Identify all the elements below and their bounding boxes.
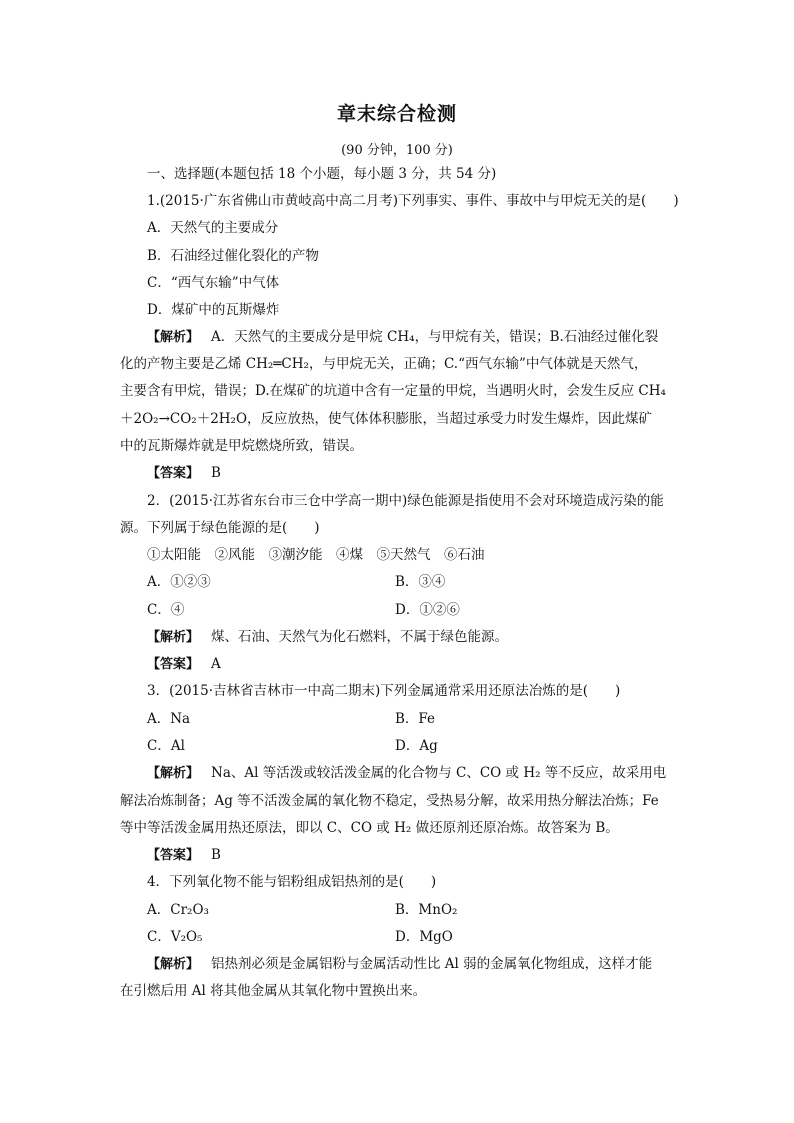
- q2-choices: ①太阳能 ②风能 ③潮汐能 ④煤 ⑤天然气 ⑥石油: [147, 547, 485, 563]
- q2-answer: [147, 654, 221, 675]
- q3-stem: 3．(2015·吉林省吉林市一中高二期末)下列金属通常采用还原法冶炼的是( ): [147, 683, 621, 699]
- q1-option-b: B．石油经过催化裂化的产物: [147, 248, 319, 264]
- q4-option-c: C．V₂O₅: [147, 929, 203, 945]
- q3-option-b: B．Fe: [395, 711, 436, 727]
- q2-stem-line2: 源。下列属于绿色能源的是( ): [120, 520, 320, 536]
- q3-option-c: C．Al: [147, 738, 185, 754]
- q3-option-a: A．Na: [147, 711, 191, 727]
- q3-answer: [147, 845, 221, 866]
- q4-option-b: B．MnO₂: [395, 902, 458, 918]
- q3-option-d: D．Ag: [395, 738, 438, 754]
- q2-analysis: [147, 627, 508, 648]
- q4-stem: 4．下列氧化物不能与铝粉组成铝热剂的是( ): [147, 874, 437, 890]
- q3-analysis-line1: [147, 763, 666, 784]
- q1-analysis-line1: [147, 327, 658, 348]
- q2-option-b: B．③④: [395, 574, 446, 590]
- q1-answer-tag: 【答案】: [147, 466, 200, 481]
- q1-answer-value: B: [211, 465, 221, 481]
- q2-answer-tag: 【答案】: [147, 657, 200, 672]
- q1-option-c: C．“西气东输”中气体: [147, 275, 280, 291]
- q1-analysis-line2: 化的产物主要是乙烯 CH₂═CH₂，与甲烷无关，正确；C.“西气东输”中气体就是天然气，: [120, 356, 648, 372]
- q3-analysis-line3: 等中等活泼金属用热还原法，即以 C、CO 或 H₂ 做还原剂还原冶炼。故答案为 B。: [120, 820, 619, 836]
- q1-analysis-line5: 中的瓦斯爆炸就是甲烷燃烧所致，错误。: [120, 438, 363, 454]
- q4-analysis-line2: 在引燃后用 Al 将其他金属从其氧化物中置换出来。: [120, 983, 427, 999]
- q4-analysis-tag: 【解析】: [147, 957, 200, 972]
- q1-analysis-line4: ＋2O₂→CO₂＋2H₂O，反应放热，使气体体积膨胀，当超过承受力时发生爆炸，因此煤矿: [120, 411, 653, 427]
- q2-option-d: D．①②⑥: [395, 602, 460, 618]
- q4-analysis-line1: [147, 954, 652, 975]
- q4-analysis-text-1: 铝热剂必须是金属铝粉与金属活动性比 Al 弱的金属氧化物组成，这样才能: [211, 956, 653, 972]
- q2-analysis-tag: 【解析】: [147, 630, 200, 645]
- q2-stem-line1: 2．(2015·江苏省东台市三仓中学高一期中)绿色能源是指使用不会对环境造成污染的能: [147, 493, 664, 509]
- section-heading: 一、选择题(本题包括 18 个小题，每小题 3 分，共 54 分): [147, 166, 497, 182]
- page-title: 章末综合检测: [336, 103, 457, 125]
- q1-analysis-text-1: A．天然气的主要成分是甲烷 CH₄，与甲烷有关，错误；B.石油经过催化裂: [211, 329, 659, 345]
- q1-stem: 1.(2015·广东省佛山市黄岐高中高二月考)下列事实、事件、事故中与甲烷无关的是( ): [147, 193, 679, 209]
- q1-answer: [147, 463, 221, 484]
- q3-answer-tag: 【答案】: [147, 848, 200, 863]
- q4-option-a: A．Cr₂O₃: [147, 902, 209, 918]
- q2-analysis-text: 煤、石油、天然气为化石燃料，不属于绿色能源。: [211, 629, 509, 645]
- q4-option-d: D．MgO: [395, 929, 453, 945]
- q2-answer-value: A: [211, 656, 221, 672]
- q1-option-a: A．天然气的主要成分: [147, 220, 279, 236]
- q3-analysis-tag: 【解析】: [147, 766, 200, 781]
- q2-option-c: C．④: [147, 602, 185, 618]
- q3-analysis-text-1: Na、Al 等活泼或较活泼金属的化合物与 C、CO 或 H₂ 等不反应，故采用电: [211, 765, 667, 781]
- q1-analysis-tag: 【解析】: [147, 330, 200, 345]
- q1-option-d: D．煤矿中的瓦斯爆炸: [147, 302, 280, 318]
- page-subtitle: (90 分钟，100 分): [341, 143, 453, 158]
- q1-analysis-line3: 主要含有甲烷，错误；D.在煤矿的坑道中含有一定量的甲烷，当遇明火时，会发生反应 CH₄: [120, 383, 666, 399]
- q2-option-a: A．①②③: [147, 574, 211, 590]
- q3-answer-value: B: [211, 847, 221, 863]
- q3-analysis-line2: 解法冶炼制备；Ag 等不活泼金属的氧化物不稳定，受热易分解，故采用热分解法冶炼；Fe: [120, 793, 659, 809]
